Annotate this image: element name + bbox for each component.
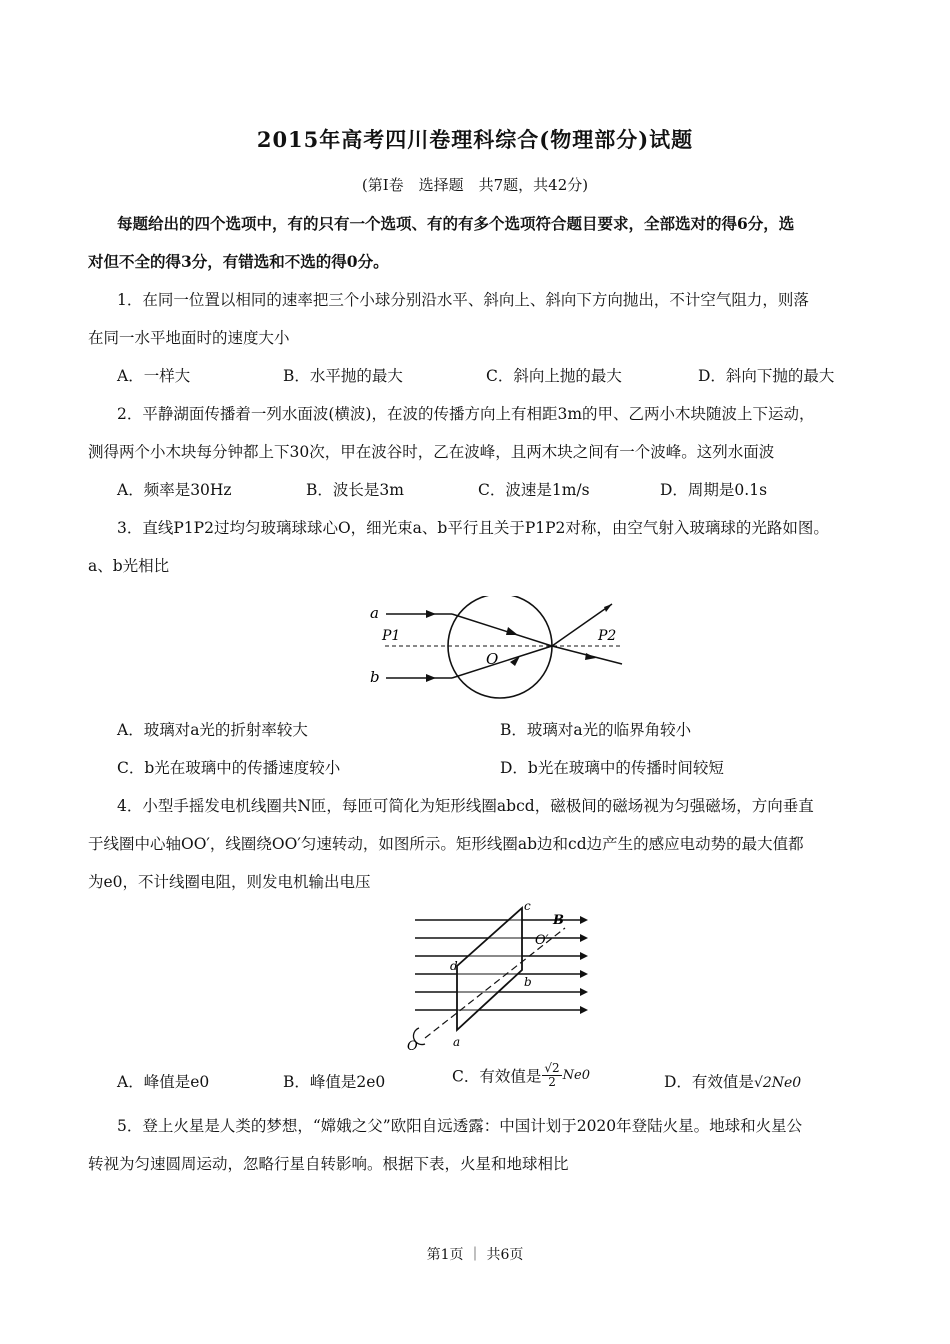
instructions-line-1: 每题给出的四个选项中，有的只有一个选项、有的有多个选项符合题目要求，全部选对的得6分，选 (117, 214, 795, 233)
field-arrow-5 (580, 988, 588, 996)
fig-label-o: O (407, 1039, 418, 1054)
q4-option-d-expression: √2Ne0 (753, 1075, 802, 1091)
q4-option-c-fraction (542, 1062, 561, 1089)
fig-label-o-prime: O′ (535, 933, 549, 948)
fig-label-p1: P1 (382, 628, 401, 644)
q1-line-2: 在同一水平地面时的速度大小 (88, 329, 290, 347)
q4-option-c (452, 1062, 590, 1089)
q4-option-c-numerator: √2 (544, 1061, 560, 1075)
q3-option-b: B．玻璃对a光的临界角较小 (500, 721, 692, 739)
q1-option-b: B．水平抛的最大 (283, 367, 403, 385)
fig-label-o: O (486, 650, 499, 668)
fig-label-a: a (370, 604, 379, 622)
fig-label-b: b (370, 668, 380, 686)
ray-a-refracted (452, 614, 552, 646)
ray-b-exit-arrow (604, 604, 612, 612)
page-title: 2015年高考四川卷理科综合(物理部分)试题 (256, 127, 694, 152)
ray-a-refracted-arrow (506, 627, 518, 635)
field-arrow-3 (580, 952, 588, 960)
q3-option-c: C．b光在玻璃中的传播速度较小 (117, 759, 341, 777)
q4-option-c-denominator: 2 (548, 1075, 556, 1089)
fig-label-d: d (450, 959, 458, 973)
q2-option-a: A．频率是30Hz (117, 481, 232, 499)
q3-option-a: A．玻璃对a光的折射率较大 (117, 721, 308, 739)
instructions-line-2: 对但不全的得3分，有错选和不选的得0分。 (88, 252, 389, 271)
q1-option-a: A．一样大 (117, 367, 191, 385)
q4-option-b: B．峰值是2e0 (283, 1073, 386, 1091)
q4-line-3: 为e0，不计线圈电阻，则发电机输出电压 (88, 873, 371, 891)
q2-line-2: 测得两个小木块每分钟都上下30次，甲在波谷时，乙在波峰，且两木块之间有一个波峰。这列水面波 (88, 443, 775, 461)
ray-b-refracted (452, 646, 552, 678)
q2-option-d: D．周期是0.1s (660, 481, 768, 499)
q3-option-d: D．b光在玻璃中的传播时间较短 (500, 759, 724, 777)
q2-line-1: 2．平静湖面传播着一列水面波(横波)，在波的传播方向上有相距3m的甲、乙两小木块随波上下运动， (117, 405, 815, 423)
field-arrow-2 (580, 934, 588, 942)
field-arrow-6 (580, 1006, 588, 1014)
q4-option-c-suffix: Ne0 (562, 1068, 590, 1083)
fig-label-b: b (524, 975, 532, 989)
ray-a-arrow (426, 610, 436, 618)
q1-option-c: C．斜向上抛的最大 (486, 367, 622, 385)
field-arrow-1 (580, 916, 588, 924)
field-arrow-4 (580, 970, 588, 978)
section-subtitle: (第Ⅰ卷 选择题 共7题，共42分) (361, 176, 589, 194)
q4-option-d (664, 1070, 801, 1092)
q1-line-1: 1．在同一位置以相同的速率把三个小球分别沿水平、斜向上、斜向下方向抛出，不计空气阻力，则落 (117, 291, 809, 309)
fig-label-a: a (453, 1035, 461, 1049)
q2-option-b: B．波长是3m (306, 481, 404, 499)
q4-generator-figure (395, 898, 600, 1058)
fig-label-b-field: B (553, 913, 564, 928)
q4-option-d-prefix: D．有效值是 (664, 1073, 754, 1091)
q2-option-c: C．波速是1m/s (478, 481, 590, 499)
fig-label-p2: P2 (598, 628, 617, 644)
q4-option-c-prefix: C．有效值是 (452, 1067, 542, 1086)
q1-option-d: D．斜向下抛的最大 (698, 367, 835, 385)
q4-line-1: 4．小型手摇发电机线圈共N匝，每匝可简化为矩形线圈abcd，磁极间的磁场视为匀强磁场，方向垂直 (117, 797, 814, 815)
q4-option-a: A．峰值是e0 (117, 1073, 210, 1091)
fig-label-c: c (524, 899, 531, 913)
q4-line-2: 于线圈中心轴OO′，线圈绕OO′匀速转动，如图所示。矩形线圈ab边和cd边产生的感应电动势的最大值都 (88, 835, 804, 853)
q5-line-2: 转视为匀速圆周运动，忽略行星自转影响。根据下表，火星和地球相比 (88, 1155, 569, 1173)
ray-b-arrow (426, 674, 436, 682)
q3-line-1: 3．直线P1P2过均匀玻璃球球心O，细光束a、b平行且关于P1P2对称，由空气射入玻璃球的光路如图。 (117, 519, 829, 537)
page-footer: 第1页 ｜ 共6页 (426, 1247, 524, 1263)
q3-glass-sphere-figure (360, 596, 640, 706)
q3-line-2: a、b光相比 (88, 557, 170, 575)
glass-sphere-circle (448, 596, 552, 698)
q5-line-1: 5．登上火星是人类的梦想，“嫦娥之父”欧阳自远透露：中国计划于2020年登陆火星。地球和火星公 (117, 1117, 803, 1135)
